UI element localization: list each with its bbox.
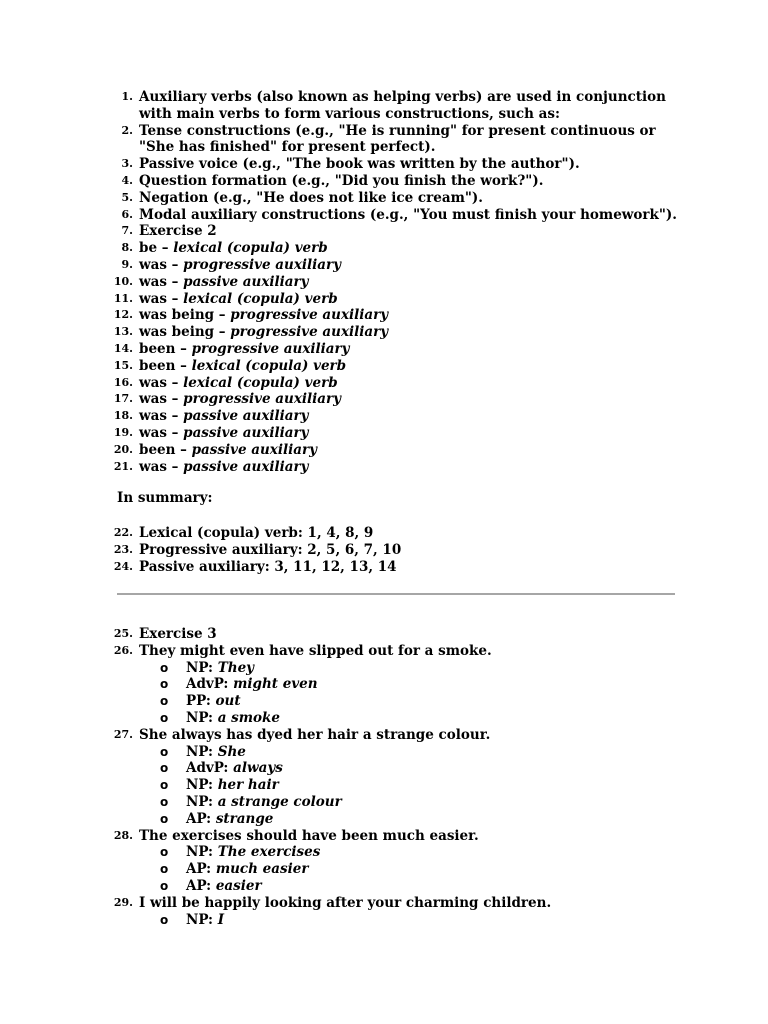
phrase-value: strange xyxy=(215,810,274,827)
phrase-analysis xyxy=(186,710,280,727)
list-item-text xyxy=(139,240,328,257)
list-number: 22. xyxy=(113,526,133,539)
phrase-value: always xyxy=(233,760,283,777)
item-text: Exercise 3 xyxy=(139,626,217,642)
phrase-value: easier xyxy=(215,878,262,894)
list-item-text xyxy=(139,525,373,542)
list-item-text xyxy=(139,307,388,324)
item-text: Progressive auxiliary: 2, 5, 6, 7, 10 xyxy=(139,541,402,558)
item-classification: passive auxiliary xyxy=(183,458,309,475)
item-classification: lexical (copula) verb xyxy=(173,240,328,257)
item-classification: lexical (copula) verb xyxy=(183,374,338,391)
list-item-text xyxy=(139,358,346,375)
bullet-icon: o xyxy=(160,744,169,759)
item-text: Tense constructions (e.g., "He is running" for present continuous or "She has finished" for present perfect). xyxy=(139,122,656,156)
bullet-icon: o xyxy=(160,711,169,725)
bullet-icon: o xyxy=(160,778,169,793)
list-number: 3. xyxy=(121,157,133,171)
item-text: Exercise 2 xyxy=(139,223,217,240)
list-number: 11. xyxy=(113,291,133,305)
item-classification: lexical (copula) verb xyxy=(183,290,338,307)
item-text: The exercises should have been much easier. xyxy=(139,827,479,844)
list-number: 9. xyxy=(121,258,133,271)
item-classification: passive auxiliary xyxy=(183,273,309,290)
list-item-text xyxy=(139,207,677,224)
bullet-icon: o xyxy=(160,845,169,860)
phrase-value: They xyxy=(217,659,254,676)
list-number: 25. xyxy=(113,627,133,640)
list-item-text xyxy=(139,173,543,190)
phrase-analysis xyxy=(186,878,262,895)
item-text: was – xyxy=(139,290,184,307)
item-text: was – xyxy=(139,257,184,273)
horizontal-rule xyxy=(117,593,675,595)
item-text: was – xyxy=(139,458,184,475)
item-text: Passive auxiliary: 3, 11, 12, 13, 14 xyxy=(139,558,397,575)
item-classification: passive auxiliary xyxy=(183,408,309,425)
phrase-value: The exercises xyxy=(217,844,321,861)
item-classification: lexical (copula) verb xyxy=(191,357,347,374)
bullet-icon: o xyxy=(160,677,169,692)
phrase-type-label: AP: xyxy=(186,861,216,878)
list-item-text xyxy=(139,223,217,240)
phrase-type-label: NP: xyxy=(186,710,218,726)
list-item-text xyxy=(139,123,684,157)
list-number: 1. xyxy=(121,90,133,103)
list-number: 28. xyxy=(113,828,133,842)
item-text: They might even have slipped out for a smoke. xyxy=(139,642,492,659)
item-text: be – xyxy=(139,240,174,257)
phrase-analysis xyxy=(186,744,246,761)
item-text: was – xyxy=(139,408,184,425)
item-text: was – xyxy=(139,273,184,290)
list-item-text xyxy=(139,425,308,442)
list-number: 21. xyxy=(113,459,133,473)
phrase-analysis xyxy=(186,777,279,794)
item-text: Modal auxiliary constructions (e.g., "You must finish your homework"). xyxy=(139,206,677,223)
phrase-type-label: AP: xyxy=(186,878,216,894)
list-item-text xyxy=(139,559,397,576)
item-text: Negation (e.g., "He does not like ice cream"). xyxy=(139,189,483,206)
list-item-text xyxy=(139,542,401,559)
phrase-analysis xyxy=(186,693,241,710)
list-item-text xyxy=(139,190,483,207)
list-number: 12. xyxy=(113,308,133,322)
phrase-type-label: AP: xyxy=(186,810,216,827)
phrase-analysis xyxy=(186,811,273,828)
list-item-text xyxy=(139,89,684,123)
bullet-icon: o xyxy=(160,795,169,809)
item-classification: progressive auxiliary xyxy=(183,391,341,408)
phrase-type-label: AdvP: xyxy=(186,760,234,777)
phrase-value: might even xyxy=(233,676,318,693)
item-text: I will be happily looking after your charming children. xyxy=(139,894,552,911)
item-text: Lexical (copula) verb: 1, 4, 8, 9 xyxy=(139,525,374,541)
item-text: was being – xyxy=(139,307,231,324)
phrase-type-label: NP: xyxy=(186,743,218,760)
item-text: been – xyxy=(139,357,192,374)
list-item-text xyxy=(139,324,388,341)
list-number: 4. xyxy=(121,174,133,187)
list-item-text xyxy=(139,341,349,358)
list-number: 15. xyxy=(113,358,133,372)
list-item-text xyxy=(139,442,317,459)
list-item-text xyxy=(139,828,479,845)
list-number: 5. xyxy=(121,190,133,204)
item-classification: passive auxiliary xyxy=(183,425,309,441)
item-text: Passive voice (e.g., "The book was written by the author"). xyxy=(139,156,580,173)
list-item-text xyxy=(139,375,338,392)
bullet-icon: o xyxy=(160,694,169,709)
item-classification: passive auxiliary xyxy=(191,441,317,458)
summary-heading: In summary: xyxy=(117,490,213,506)
list-number: 14. xyxy=(113,342,133,355)
phrase-analysis xyxy=(186,676,318,693)
item-text: was being – xyxy=(139,324,231,341)
phrase-type-label: NP: xyxy=(186,777,218,794)
phrase-value: her hair xyxy=(217,777,279,794)
item-classification: progressive auxiliary xyxy=(191,341,350,357)
item-text: was – xyxy=(139,391,184,408)
list-item-text xyxy=(139,459,308,476)
list-item-text xyxy=(139,408,308,425)
list-item-text xyxy=(139,727,490,744)
list-item-text xyxy=(139,643,492,660)
bullet-icon: o xyxy=(160,660,169,675)
list-number: 6. xyxy=(121,207,133,221)
phrase-type-label: AdvP: xyxy=(186,676,234,693)
item-classification: progressive auxiliary xyxy=(230,324,389,341)
phrase-value: a smoke xyxy=(217,710,280,726)
phrase-analysis xyxy=(186,844,320,861)
phrase-analysis xyxy=(186,794,342,811)
phrase-value: much easier xyxy=(215,861,309,878)
list-number: 24. xyxy=(113,559,133,573)
list-number: 18. xyxy=(113,409,133,423)
phrase-type-label: NP: xyxy=(186,844,218,861)
bullet-icon: o xyxy=(160,879,169,893)
item-text: Question formation (e.g., "Did you finish the work?"). xyxy=(139,173,544,189)
item-text: She always has dyed her hair a strange colour. xyxy=(139,726,491,743)
list-number: 19. xyxy=(113,426,133,439)
list-number: 10. xyxy=(113,274,133,288)
list-item-text xyxy=(139,626,217,643)
phrase-analysis xyxy=(186,912,224,929)
list-number: 8. xyxy=(121,241,133,255)
item-classification: progressive auxiliary xyxy=(183,257,341,273)
bullet-icon: o xyxy=(160,761,169,776)
phrase-value: I xyxy=(217,911,225,928)
item-text: been – xyxy=(139,441,192,458)
list-number: 13. xyxy=(113,325,133,339)
phrase-value: out xyxy=(215,693,241,710)
list-number: 17. xyxy=(113,392,133,406)
item-text: was – xyxy=(139,425,184,441)
phrase-type-label: NP: xyxy=(186,659,218,676)
phrase-analysis xyxy=(186,861,308,878)
phrase-type-label: NP: xyxy=(186,794,218,810)
list-item-text xyxy=(139,274,308,291)
bullet-icon: o xyxy=(160,811,169,826)
list-item-text xyxy=(139,895,551,912)
phrase-value: a strange colour xyxy=(217,794,342,810)
list-item-text xyxy=(139,257,341,274)
item-text: Auxiliary verbs (also known as helping verbs) are used in conjunction with main verbs to form various constructions, such as: xyxy=(139,89,666,122)
list-item-text xyxy=(139,391,341,408)
item-text: been – xyxy=(139,341,192,357)
item-text: was – xyxy=(139,374,184,391)
list-number: 23. xyxy=(113,542,133,556)
list-number: 20. xyxy=(113,442,133,456)
list-number: 7. xyxy=(121,224,133,238)
list-item-text xyxy=(139,291,338,308)
list-number: 27. xyxy=(113,727,133,741)
list-number: 29. xyxy=(113,895,133,909)
phrase-type-label: PP: xyxy=(186,693,216,710)
list-number: 26. xyxy=(113,643,133,657)
phrase-type-label: NP: xyxy=(186,911,218,928)
list-number: 2. xyxy=(121,123,133,137)
item-classification: progressive auxiliary xyxy=(230,307,389,324)
phrase-value: She xyxy=(217,743,246,760)
bullet-icon: o xyxy=(160,862,169,877)
list-item-text xyxy=(139,156,580,173)
bullet-icon: o xyxy=(160,912,169,927)
list-number: 16. xyxy=(113,375,133,389)
phrase-analysis xyxy=(186,660,254,677)
phrase-analysis xyxy=(186,760,283,777)
